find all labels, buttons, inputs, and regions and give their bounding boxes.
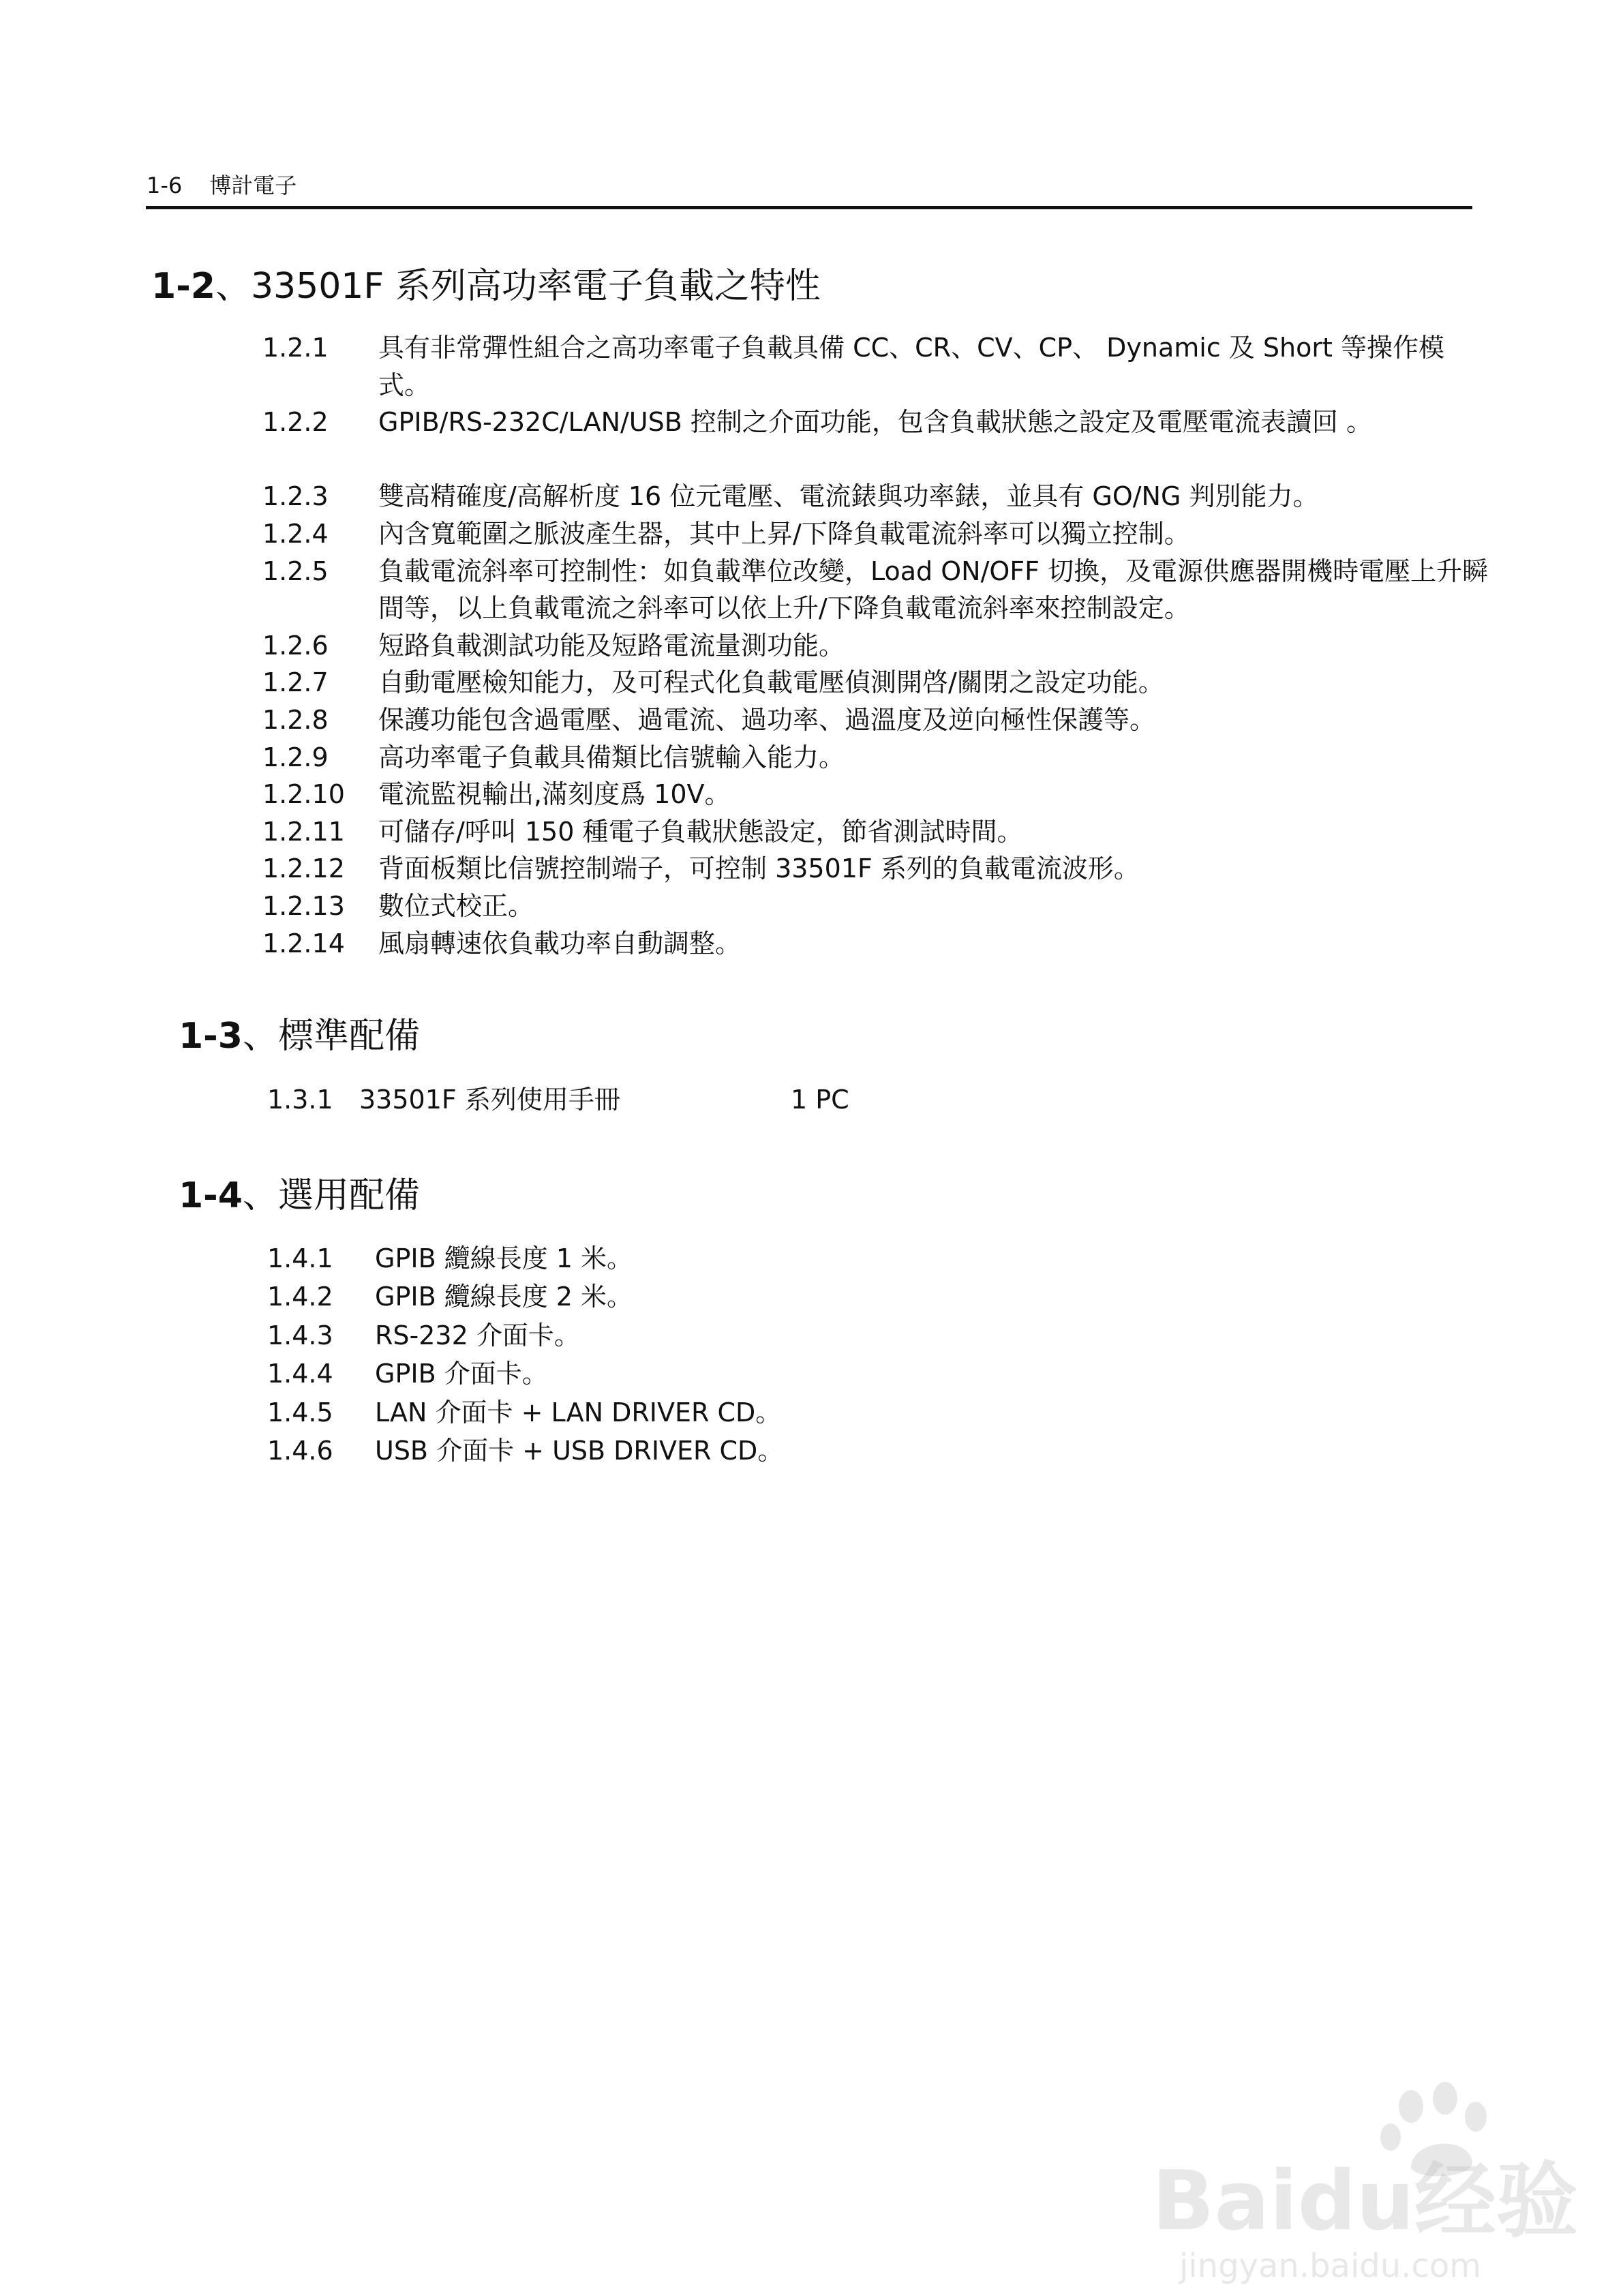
- list-item: [262, 888, 1489, 925]
- item-text: 風扇轉速依負載功率自動調整。: [378, 928, 742, 958]
- list-item: [262, 515, 1489, 553]
- section-title: 、33501F 系列高功率電子負載之特性: [215, 266, 821, 307]
- item-text: GPIB 纜線長度 2 米。: [375, 1282, 633, 1312]
- list-item: [262, 329, 1489, 404]
- item-text: GPIB 纜線長度 1 米。: [375, 1243, 633, 1273]
- section-title: 、標準配備: [242, 1016, 420, 1057]
- section-number: 1-2: [151, 266, 215, 307]
- item-text: 具有非常彈性組合之高功率電子負載具備 CC、CR、CV、CP、 Dynamic 及 Short 等操作模式。: [378, 333, 1444, 400]
- page-number: 1-6: [147, 172, 183, 198]
- item-number: 1.2.7: [262, 667, 329, 698]
- item-number: 1.2.6: [262, 630, 329, 661]
- page-header: [147, 172, 297, 199]
- item-text: 高功率電子負載具備類比信號輸入能力。: [378, 742, 845, 772]
- item-number: 1.2.8: [262, 704, 329, 735]
- item-number: 1.4.2: [267, 1282, 333, 1312]
- list-item: [267, 1355, 783, 1393]
- item-number: 1.4.4: [267, 1359, 333, 1389]
- item-text: 電流監視輸出,滿刻度爲 10V。: [378, 779, 731, 810]
- list-item: [262, 776, 1489, 813]
- list-item: [262, 739, 1489, 776]
- item-number: 1.4.6: [267, 1435, 333, 1466]
- baidu-watermark: [1152, 2079, 1578, 2285]
- item-number: 1.2.12: [262, 854, 345, 884]
- item-text: 背面板類比信號控制端子，可控制 33501F 系列的負載電流波形。: [378, 854, 1140, 884]
- item-number: 1.4.5: [267, 1397, 333, 1428]
- item-number: 1.2.14: [262, 928, 345, 958]
- item-text: 33501F 系列使用手冊: [359, 1085, 620, 1115]
- list-item: [262, 553, 1489, 627]
- section-heading-1-2: [151, 265, 821, 308]
- item-number: 1.2.1: [262, 333, 329, 363]
- item-text: USB 介面卡 + USB DRIVER CD。: [375, 1435, 784, 1466]
- item-text: 保護功能包含過電壓、過電流、過功率、過溫度及逆向極性保護等。: [378, 704, 1156, 735]
- list-item: [262, 627, 1489, 665]
- item-text: 可儲存/呼叫 150 種電子負載狀態設定，節省測試時間。: [378, 816, 1023, 847]
- item-text: GPIB/RS-232C/LAN/USB 控制之介面功能，包含負載狀態之設定及電壓電流表讀回 。: [378, 407, 1372, 438]
- list-item: [262, 925, 1489, 963]
- standard-accessory-list: [267, 1081, 849, 1119]
- company-name: 博計電子: [209, 172, 297, 198]
- section-title: 、選用配備: [242, 1175, 420, 1216]
- item-number: 1.2.11: [262, 816, 345, 847]
- item-text: RS-232 介面卡。: [375, 1320, 580, 1350]
- item-quantity: 1 PC: [791, 1085, 849, 1115]
- item-number: 1.4.1: [267, 1243, 333, 1273]
- item-text: 雙高精確度/高解析度 16 位元電壓、電流錶與功率錶，並具有 GO/NG 判別能力。: [378, 481, 1319, 512]
- item-text: 自動電壓檢知能力，及可程式化負載電壓偵測開啓/關閉之設定功能。: [378, 667, 1164, 698]
- watermark-url: jingyan.baidu.com: [1179, 2247, 1481, 2285]
- list-item: [262, 664, 1489, 701]
- item-text: 內含寬範圍之脈波產生器，其中上昇/下降負載電流斜率可以獨立控制。: [378, 518, 1190, 549]
- list-item: [267, 1393, 783, 1432]
- list-item: [267, 1081, 849, 1119]
- list-item: [262, 850, 1489, 888]
- list-item: [262, 813, 1489, 851]
- item-number: 1.2.10: [262, 779, 345, 810]
- list-item: [267, 1316, 783, 1355]
- item-number: 1.2.2: [262, 407, 329, 438]
- item-number: 1.4.3: [267, 1320, 333, 1350]
- section-heading-1-4: [179, 1174, 420, 1218]
- item-number: 1.2.4: [262, 518, 329, 549]
- list-item: [262, 478, 1489, 515]
- list-item: [267, 1432, 783, 1470]
- list-item: [267, 1239, 783, 1278]
- item-number: 1.2.3: [262, 481, 329, 512]
- item-number: 1.2.9: [262, 742, 329, 772]
- item-text: 負載電流斜率可控制性：如負載準位改變，Load ON/OFF 切換，及電源供應器開機時電壓上升瞬間等，以上負載電流之斜率可以依上升/下降負載電流斜率來控制設定。: [378, 556, 1489, 624]
- list-item: [267, 1278, 783, 1316]
- section-heading-1-3: [179, 1014, 420, 1058]
- feature-list: [262, 329, 1489, 962]
- item-text: GPIB 介面卡。: [375, 1359, 548, 1389]
- item-number: 1.2.5: [262, 556, 329, 586]
- section-number: 1-4: [179, 1175, 243, 1216]
- item-number: 1.2.13: [262, 890, 345, 921]
- list-item: [262, 701, 1489, 739]
- section-number: 1-3: [179, 1016, 243, 1057]
- item-number: 1.3.1: [267, 1085, 333, 1115]
- watermark-brand: Baidu经验: [1152, 2154, 1578, 2249]
- item-text: LAN 介面卡 + LAN DRIVER CD。: [375, 1397, 782, 1428]
- list-item: [262, 404, 1489, 478]
- optional-accessory-list: [267, 1239, 783, 1470]
- item-text: 短路負載測試功能及短路電流量測功能。: [378, 630, 845, 661]
- item-text: 數位式校正。: [378, 890, 534, 921]
- header-rule: [146, 206, 1472, 209]
